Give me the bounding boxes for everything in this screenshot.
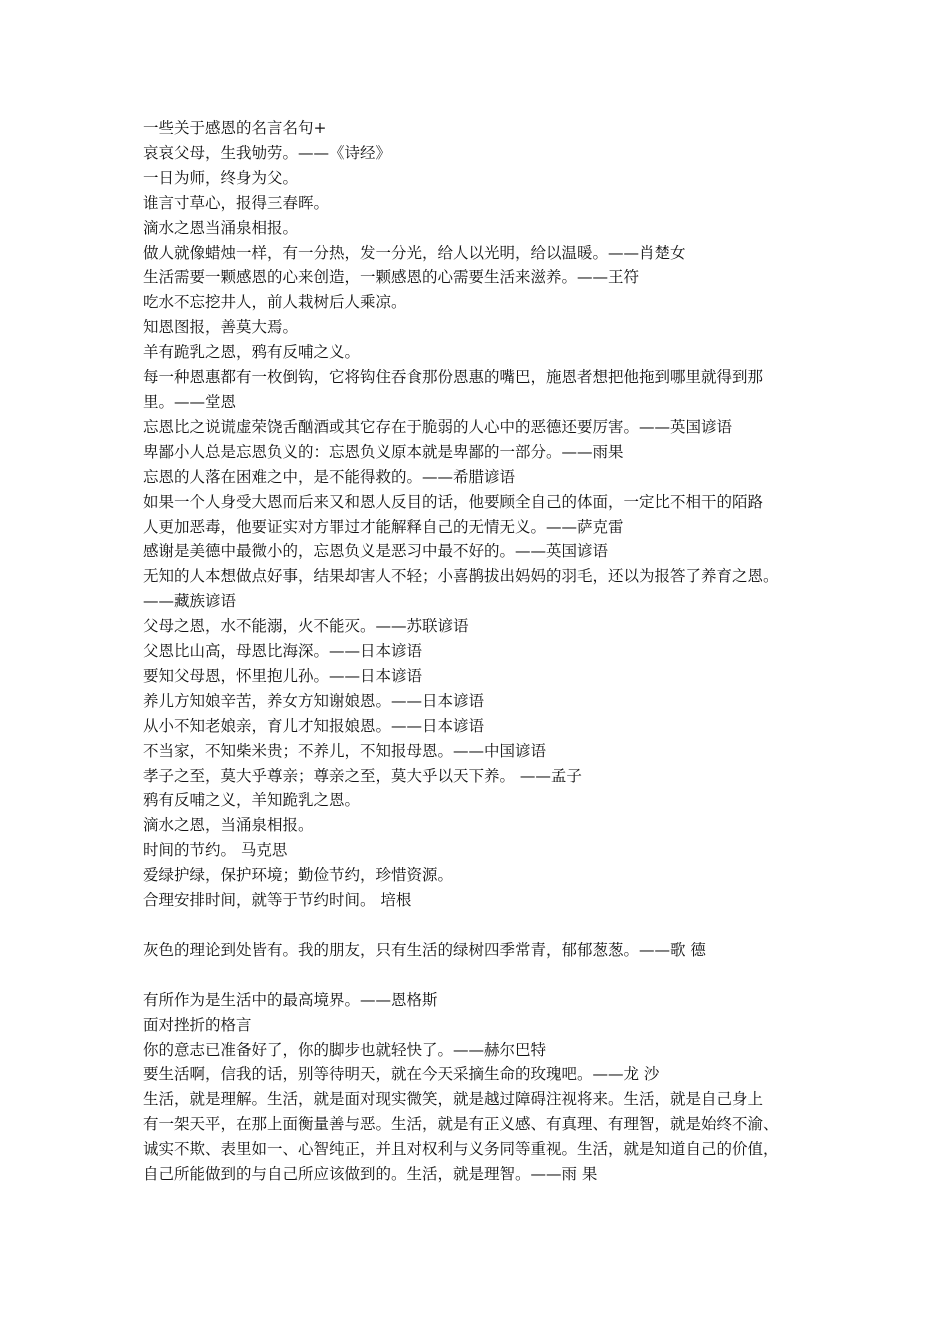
text-line: 无知的人本想做点好事，结果却害人不轻；小喜鹊拔出妈妈的羽毛，还以为报答了养育之恩。 [143, 567, 779, 586]
document-page [143, 116, 815, 1187]
text-line: 生活，就是理解。生活，就是面对现实微笑，就是越过障碍注视将来。生活，就是自己身上 [143, 1090, 764, 1109]
text-line: 谁言寸草心，报得三春晖。 [143, 193, 330, 212]
blank-line [143, 963, 815, 988]
text-line: 羊有跪乳之恩，鸦有反哺之义。 [143, 343, 361, 362]
text-line: 生活需要一颗感恩的心来创造，一颗感恩的心需要生活来滋养。——王符 [143, 268, 640, 287]
text-line: 做人就像蜡烛一样，有一分热，发一分光，给人以光明，给以温暖。——肖楚女 [143, 243, 686, 262]
text-line: 灰色的理论到处皆有。我的朋友，只有生活的绿树四季常青，郁郁葱葱。——歌 德 [143, 940, 706, 959]
text-line: 每一种恩惠都有一枚倒钩，它将钩住吞食那份恩惠的嘴巴，施恩者想把他拖到哪里就得到那 [143, 368, 764, 387]
text-line: 鸦有反哺之义，羊知跪乳之恩。 [143, 791, 361, 810]
text-line: 滴水之恩当涌泉相报。 [143, 218, 299, 237]
text-line: 滴水之恩，当涌泉相报。 [143, 816, 314, 835]
text-line: 要知父母恩，怀里抱儿孙。——日本谚语 [143, 666, 423, 685]
text-line: 自己所能做到的与自己所应该做到的。生活，就是理智。——雨 果 [143, 1165, 598, 1184]
text-line: ——藏族谚语 [143, 592, 237, 611]
text-line: 知恩图报，善莫大焉。 [143, 318, 299, 337]
text-line: 一些关于感恩的名言名句+ [143, 119, 327, 137]
text-line: 孝子之至，莫大乎尊亲；尊亲之至，莫大乎以天下养。 ——孟子 [143, 766, 582, 785]
text-line: 吃水不忘挖井人，前人栽树后人乘凉。 [143, 293, 407, 312]
blank-line [143, 913, 815, 938]
text-line: 感谢是美德中最微小的，忘恩负义是恶习中最不好的。——英国谚语 [143, 542, 609, 561]
text-line: 忘恩的人落在困难之中，是不能得救的。——希腊谚语 [143, 467, 516, 486]
text-line: 卑鄙小人总是忘恩负义的：忘恩负义原本就是卑鄙的一部分。——雨果 [143, 442, 624, 461]
text-line: 人更加恶毒，他要证实对方罪过才能解释自己的无情无义。——萨克雷 [143, 517, 624, 536]
text-line: 里。——堂恩 [143, 392, 237, 411]
text-line: 合理安排时间，就等于节约时间。 培根 [143, 891, 412, 910]
text-line: 有一架天平，在那上面衡量善与恶。生活，就是有正义感、有真理、有理智，就是始终不渝、 [143, 1115, 779, 1134]
text-line: 面对挫折的格言 [143, 1015, 252, 1034]
text-line: 忘恩比之说谎虚荣饶舌酗酒或其它存在于脆弱的人心中的恶德还要厉害。——英国谚语 [143, 417, 733, 436]
text-line: 爱绿护绿，保护环境；勤俭节约，珍惜资源。 [143, 866, 454, 885]
text-line: 养儿方知娘辛苦，养女方知谢娘恩。——日本谚语 [143, 691, 485, 710]
text-line: 哀哀父母，生我劬劳。——《诗经》 [143, 143, 392, 162]
text-line: 你的意志已准备好了，你的脚步也就轻快了。——赫尔巴特 [143, 1040, 547, 1059]
text-line: 有所作为是生活中的最高境界。——恩格斯 [143, 990, 438, 1009]
text-line: 时间的节约。 马克思 [143, 841, 288, 860]
text-line: 父恩比山高，母恩比海深。——日本谚语 [143, 642, 423, 661]
text-line: 诚实不欺、表里如一、心智纯正，并且对权利与义务同等重视。生活，就是知道自己的价值， [143, 1140, 779, 1159]
text-line: 如果一个人身受大恩而后来又和恩人反目的话，他要顾全自己的体面，一定比不相干的陌路 [143, 492, 764, 511]
text-line: 不当家，不知柴米贵；不养儿，不知报母恩。——中国谚语 [143, 741, 547, 760]
text-line: 一日为师，终身为父。 [143, 168, 299, 187]
text-line: 父母之恩，水不能溺，火不能灭。——苏联谚语 [143, 617, 469, 636]
text-line: 要生活啊，信我的话，别等待明天，就在今天采摘生命的玫瑰吧。——龙 沙 [143, 1065, 660, 1084]
text-line: 从小不知老娘亲，育儿才知报娘恩。——日本谚语 [143, 716, 485, 735]
